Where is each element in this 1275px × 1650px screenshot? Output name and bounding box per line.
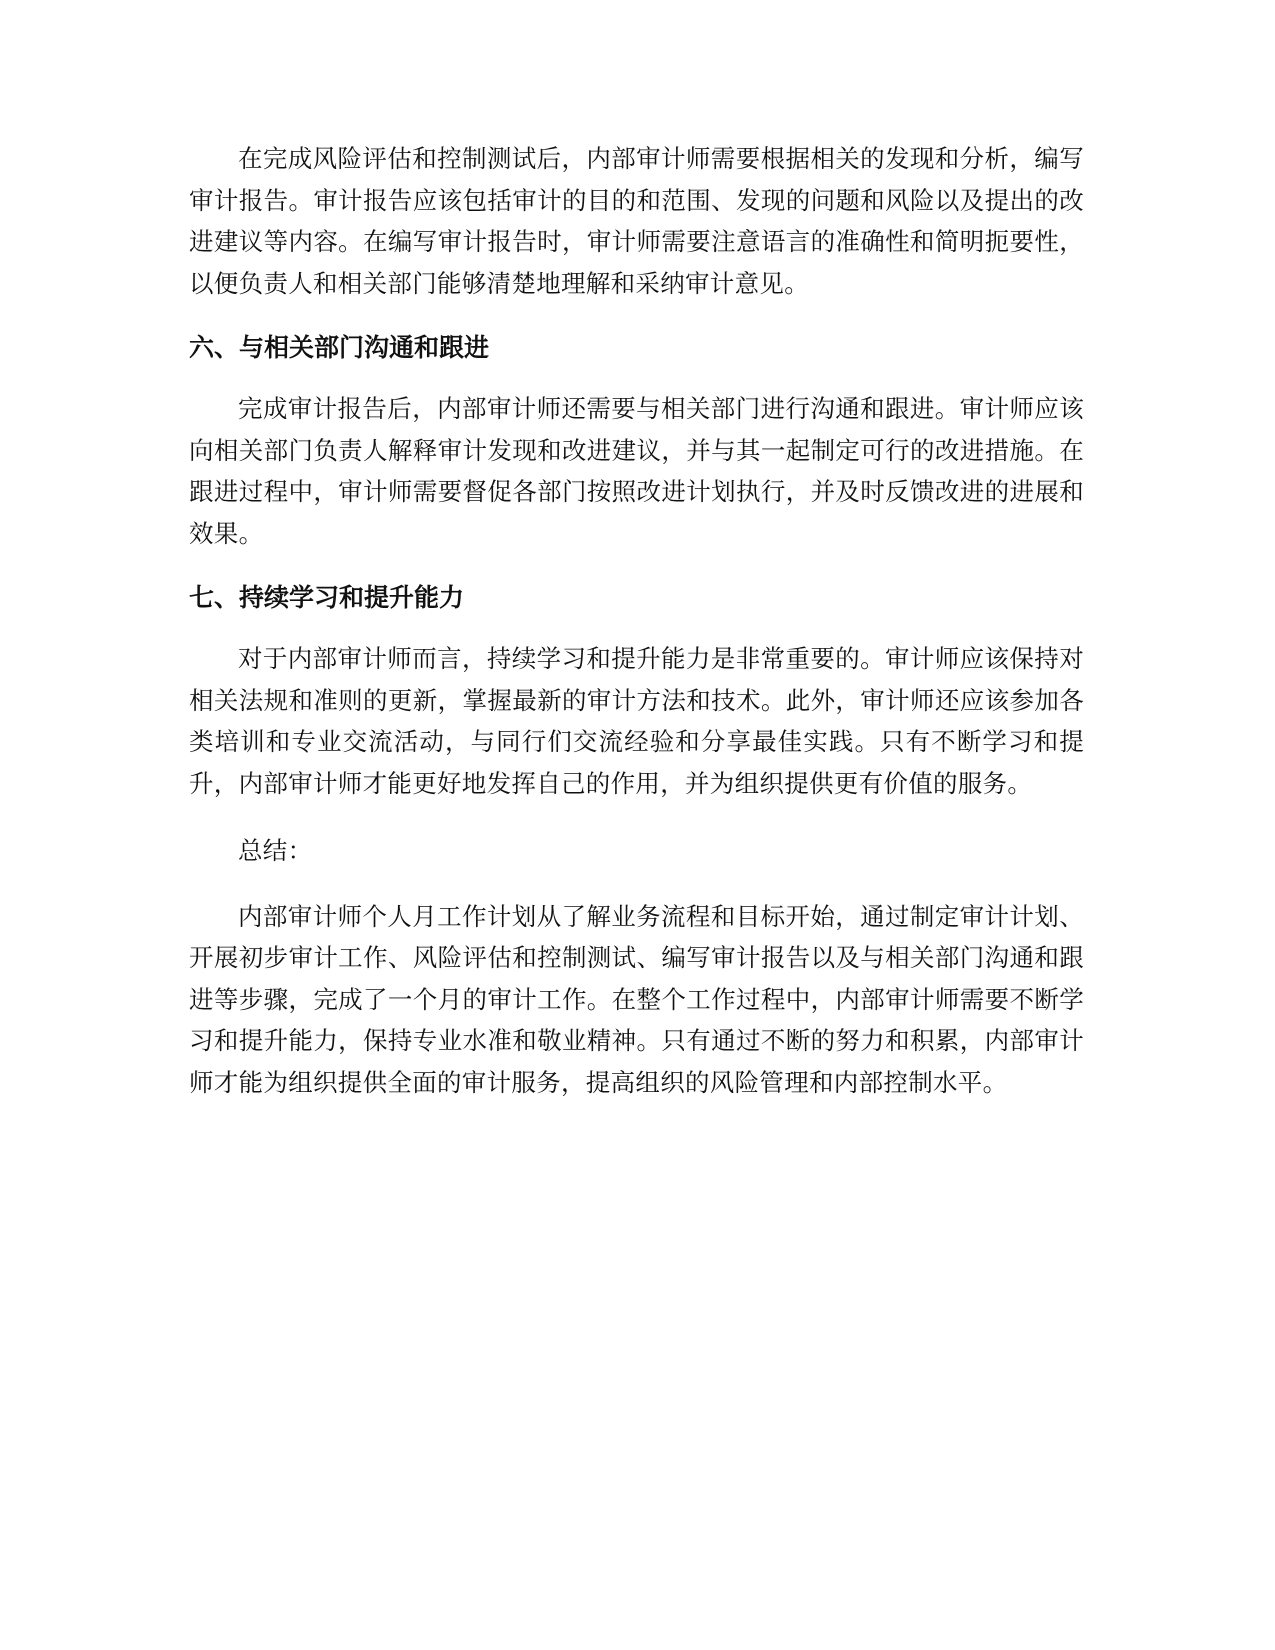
section-7-paragraph: 对于内部审计师而言，持续学习和提升能力是非常重要的。审计师应该保持对相关法规和准则的更新，掌握最新的审计方法和技术。此外，审计师还应该参加各类培训和专业交流活动，与同行们交流经验和分享最佳实践。只有不断学习和提升，内部审计师才能更好地发挥自己的作用，并为组织提供更有价值的服务。: [189, 644, 1084, 798]
section-7-heading: 七、持续学习和提升能力: [189, 583, 465, 612]
document-body: [189, 138, 1084, 1129]
intro-paragraph: 在完成风险评估和控制测试后，内部审计师需要根据相关的发现和分析，编写审计报告。审计报告应该包括审计的目的和范围、发现的问题和风险以及提出的改进建议等内容。在编写审计报告时，审计师需要注意语言的准确性和简明扼要性，以便负责人和相关部门能够清楚地理解和采纳审计意见。: [189, 144, 1084, 298]
summary-label: 总结：: [238, 836, 313, 865]
summary-paragraph: 内部审计师个人月工作计划从了解业务流程和目标开始，通过制定审计计划、开展初步审计工作、风险评估和控制测试、编写审计报告以及与相关部门沟通和跟进等步骤，完成了一个月的审计工作。在整个工作过程中，内部审计师需要不断学习和提升能力，保持专业水准和敬业精神。只有通过不断的努力和积累，内部审计师才能为组织提供全面的审计服务，提高组织的风险管理和内部控制水平。: [189, 901, 1084, 1097]
section-6-paragraph: 完成审计报告后，内部审计师还需要与相关部门进行沟通和跟进。审计师应该向相关部门负责人解释审计发现和改进建议，并与其一起制定可行的改进措施。在跟进过程中，审计师需要督促各部门按照改进计划执行，并及时反馈改进的进展和效果。: [189, 394, 1084, 548]
section-6-heading: 六、与相关部门沟通和跟进: [189, 333, 490, 362]
